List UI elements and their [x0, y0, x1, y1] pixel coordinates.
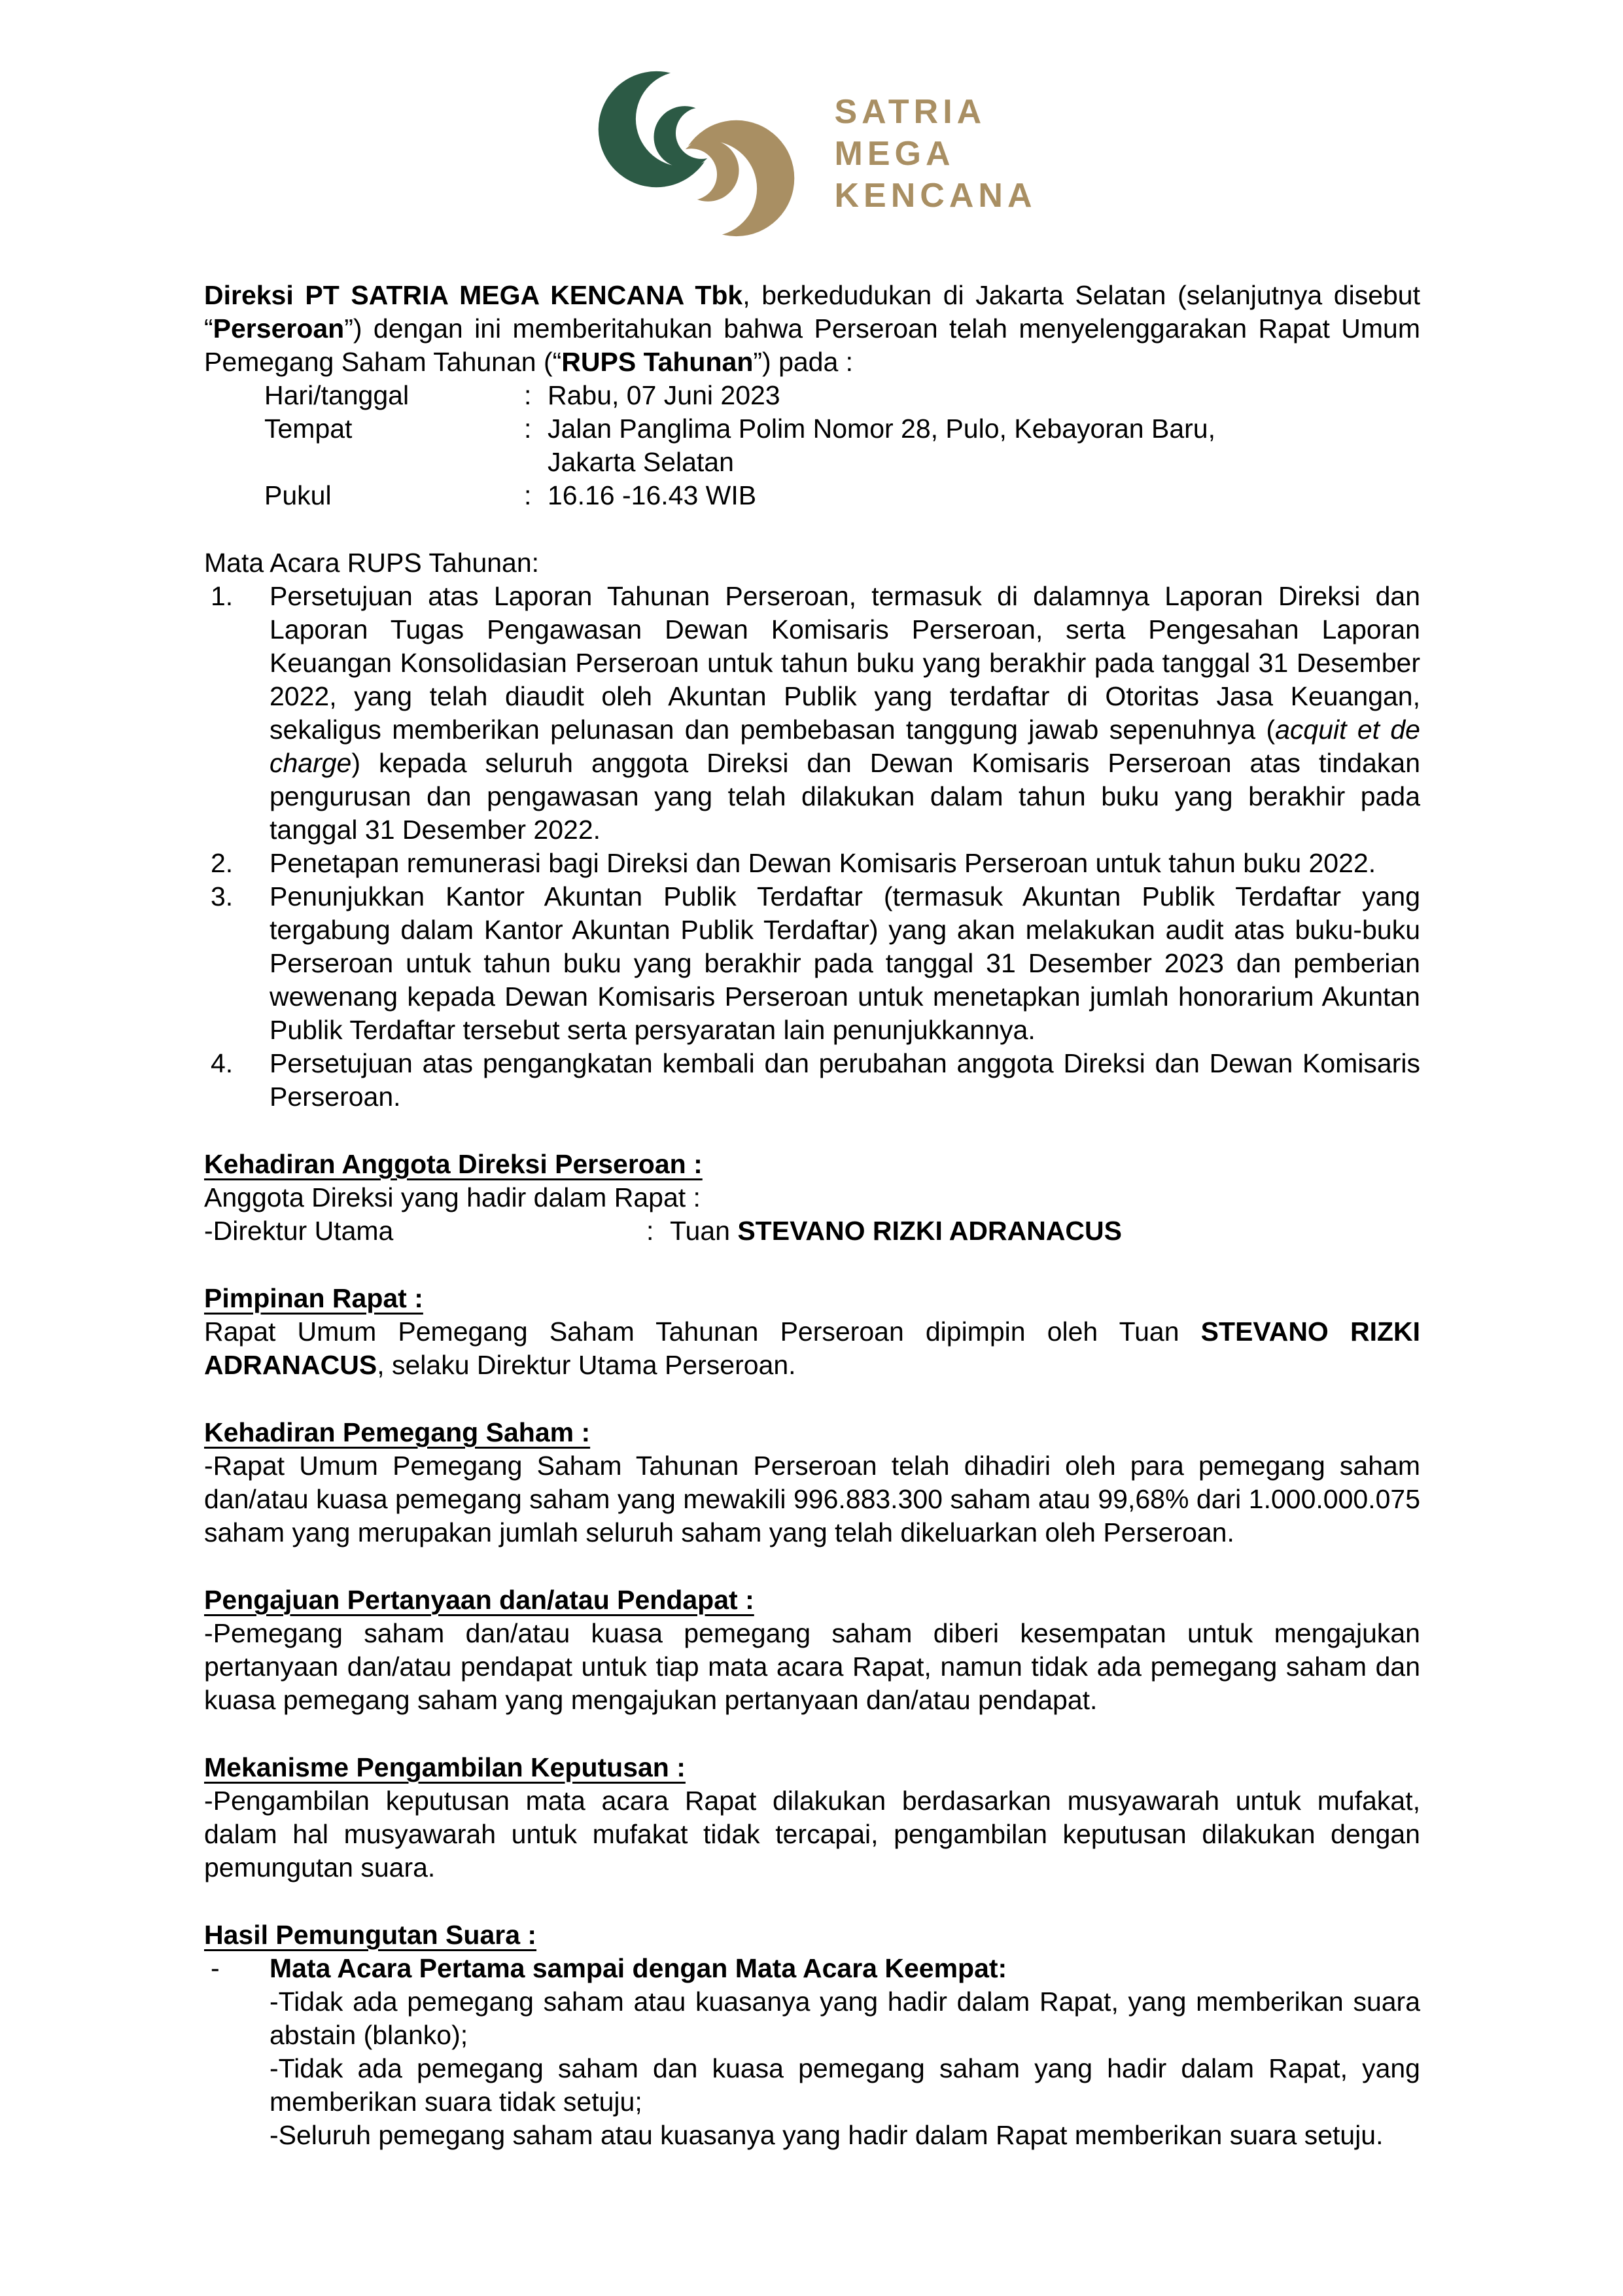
detail-value	[548, 479, 1420, 512]
paragraph	[204, 1784, 1420, 1884]
detail-value-line: 16.16 -16.43 WIB	[548, 480, 757, 510]
text-run: Persetujuan atas pengangkatan kembali dan perubahan anggota Direksi dan Dewan Komisaris Perseroan.	[270, 1048, 1420, 1112]
item-marker: 1.	[211, 581, 234, 611]
item-text	[270, 1952, 1420, 1985]
section-heading	[204, 1751, 1420, 1784]
text-run: -Seluruh pemegang saham atau kuasanya yang hadir dalam Rapat memberikan suara setuju.	[270, 2120, 1384, 2150]
paragraph	[204, 1315, 1420, 1382]
detail-value-line: Jalan Panglima Polim Nomor 28, Pulo, Kebayoran Baru,	[548, 414, 1215, 444]
section-heading	[204, 1148, 1420, 1181]
paragraph	[204, 1617, 1420, 1717]
sub-item	[204, 1985, 1420, 2052]
detail-colon: :	[524, 480, 532, 510]
company-logo	[0, 63, 1623, 245]
text-run: -Tidak ada pemegang saham atau kuasanya yang hadir dalam Rapat, yang memberikan suara abstain (blanko);	[270, 1987, 1420, 2050]
paragraph	[204, 1449, 1420, 1549]
logo-word-mega: MEGA	[834, 135, 955, 173]
item-marker: 2.	[211, 848, 234, 878]
paragraph	[204, 546, 1420, 580]
gold-inner-crescent	[676, 139, 739, 202]
section-gap	[204, 1248, 1420, 1282]
text-run: ”) pada :	[753, 347, 854, 377]
text-run: RUPS Tahunan	[561, 347, 754, 377]
attendee-label: -Direktur Utama	[204, 1216, 394, 1246]
dash-item	[204, 1952, 1420, 1985]
text-run: Persetujuan atas Laporan Tahunan Perseroan, termasuk di dalamnya Laporan Direksi dan Laporan Tugas Pengawasan Dewan Komisaris Perseroan, serta Pengesahan Laporan Keuangan Konsolidasian Perseroan untuk tahun buku yang berakhir pada tanggal 31 Desember 2022, yang telah diaudit oleh Akuntan Publik yang terdaftar di Otoritas Jasa Keuangan, sekaligus memberikan pelunasan dan pembebasan tanggung jawab sepenuhnya (	[270, 581, 1420, 745]
numbered-item	[204, 1047, 1420, 1114]
text-run: Kehadiran Anggota Direksi Perseroan :	[204, 1149, 703, 1179]
detail-row	[204, 379, 1420, 412]
logo-word-satria: SATRIA	[834, 93, 986, 131]
numbered-item	[204, 880, 1420, 1047]
item-text	[270, 880, 1420, 1047]
detail-label: Tempat	[264, 414, 353, 444]
paragraph	[204, 279, 1420, 379]
text-run: Perseroan	[213, 313, 345, 344]
attendee-value	[670, 1214, 1420, 1248]
document-body	[204, 279, 1420, 2152]
item-text	[270, 1047, 1420, 1114]
text-run: ”) dengan ini memberitahukan bahwa Perseroan telah menyelenggarakan Rapat Umum Pemegang Saham Tahunan (“	[204, 313, 1420, 377]
text-run: Penetapan remunerasi bagi Direksi dan Dewan Komisaris Perseroan untuk tahun buku 2022.	[270, 848, 1376, 878]
item-text	[270, 580, 1420, 847]
detail-value	[548, 412, 1420, 479]
text-run: , berkedudukan di Jakarta Selatan (selanjutnya disebut “	[204, 280, 1420, 344]
section-gap	[204, 1717, 1420, 1751]
detail-colon: :	[524, 414, 532, 444]
text-run: STEVANO RIZKI ADRANACUS	[204, 1316, 1420, 1380]
text-run: Mata Acara Pertama sampai dengan Mata Acara Keempat:	[270, 1953, 1007, 1983]
logo-wordmark	[835, 91, 1037, 217]
section-gap	[204, 1884, 1420, 1918]
text-run: Rapat Umum Pemegang Saham Tahunan Perseroan dipimpin oleh Tuan	[204, 1316, 1201, 1347]
numbered-item	[204, 847, 1420, 880]
item-text	[270, 847, 1420, 880]
text-run: Penunjukkan Kantor Akuntan Publik Terdaftar (termasuk Akuntan Publik Terdaftar yang tergabung dalam Kantor Akuntan Publik Terdaftar) yang akan melakukan audit atas buku-buku Perseroan untuk tahun buku yang berakhir pada tanggal 31 Desember 2023 dan pemberian wewenang kepada Dewan Komisaris Perseroan untuk menetapkan jumlah honorarium Akuntan Publik Terdaftar tersebut serta persyaratan lain penunjukkannya.	[270, 881, 1420, 1045]
text-run: -Tidak ada pemegang saham dan kuasa pemegang saham yang hadir dalam Rapat, yang memberikan suara tidak setuju;	[270, 2053, 1420, 2117]
attendee-colon: :	[646, 1216, 654, 1246]
item-marker: 3.	[211, 881, 234, 911]
section-gap	[204, 1549, 1420, 1583]
section-heading	[204, 1282, 1420, 1315]
item-marker: 4.	[211, 1048, 234, 1078]
detail-value	[548, 379, 1420, 412]
section-gap	[204, 1382, 1420, 1416]
section-gap	[204, 1114, 1420, 1148]
text-run: -Pengambilan keputusan mata acara Rapat dilakukan berdasarkan musyawarah untuk mufakat, dalam hal musyawarah untuk mufakat tidak tercapai, pengambilan keputusan dilakukan dengan pemungutan suara.	[204, 1786, 1420, 1882]
sub-item	[204, 2119, 1420, 2152]
text-run: Anggota Direksi yang hadir dalam Rapat :	[204, 1182, 701, 1212]
section-heading	[204, 1416, 1420, 1449]
logo-crescents-icon	[587, 63, 806, 245]
section-heading	[204, 1918, 1420, 1952]
detail-label: Pukul	[264, 480, 332, 510]
detail-value-line: Rabu, 07 Juni 2023	[548, 380, 780, 410]
detail-row	[204, 479, 1420, 512]
text-run: acquit et de charge	[270, 715, 1420, 778]
section-heading	[204, 1583, 1420, 1617]
text-run: Pengajuan Pertanyaan dan/atau Pendapat :	[204, 1585, 754, 1615]
text-run: Direksi PT SATRIA MEGA KENCANA Tbk	[204, 280, 743, 310]
paragraph	[204, 1181, 1420, 1214]
sub-item	[204, 2052, 1420, 2119]
text-run: Kehadiran Pemegang Saham :	[204, 1417, 591, 1447]
detail-value-line: Jakarta Selatan	[548, 447, 734, 477]
detail-label: Hari/tanggal	[264, 380, 410, 410]
text-run: Mata Acara RUPS Tahunan:	[204, 548, 540, 578]
text-run: -Pemegang saham dan/atau kuasa pemegang saham diberi kesempatan untuk mengajukan pertanyaan dan/atau pendapat untuk tiap mata acara Rapat, namun tidak ada pemegang saham dan kuasa pemegang saham yang mengajukan pertanyaan dan/atau pendapat.	[204, 1618, 1420, 1715]
text-run: Mekanisme Pengambilan Keputusan :	[204, 1752, 686, 1782]
text-run: -Rapat Umum Pemegang Saham Tahunan Perseroan telah dihadiri oleh para pemegang saham dan/atau kuasa pemegang saham yang mewakili 996.883.300 saham atau 99,68% dari 1.000.000.075 saham yang merupakan jumlah seluruh saham yang telah dikeluarkan oleh Perseroan.	[204, 1451, 1420, 1547]
logo-word-kencana: KENCANA	[834, 177, 1037, 215]
text-run: STEVANO RIZKI ADRANACUS	[737, 1216, 1123, 1246]
detail-colon: :	[524, 380, 532, 410]
item-marker: -	[211, 1953, 220, 1983]
text-run: ) kepada seluruh anggota Direksi dan Dewan Komisaris Perseroan atas tindakan pengurusan dan pengawasan yang telah dilakukan dalam tahun buku yang berakhir pada tanggal 31 Desember 2022.	[270, 748, 1420, 845]
attendee-row	[204, 1214, 1420, 1248]
text-run: Hasil Pemungutan Suara :	[204, 1920, 537, 1950]
numbered-item	[204, 580, 1420, 847]
section-gap	[204, 512, 1420, 546]
text-run: Tuan	[670, 1216, 738, 1246]
text-run: , selaku Direktur Utama Perseroan.	[377, 1350, 796, 1380]
detail-row	[204, 412, 1420, 479]
text-run: Pimpinan Rapat :	[204, 1283, 423, 1313]
